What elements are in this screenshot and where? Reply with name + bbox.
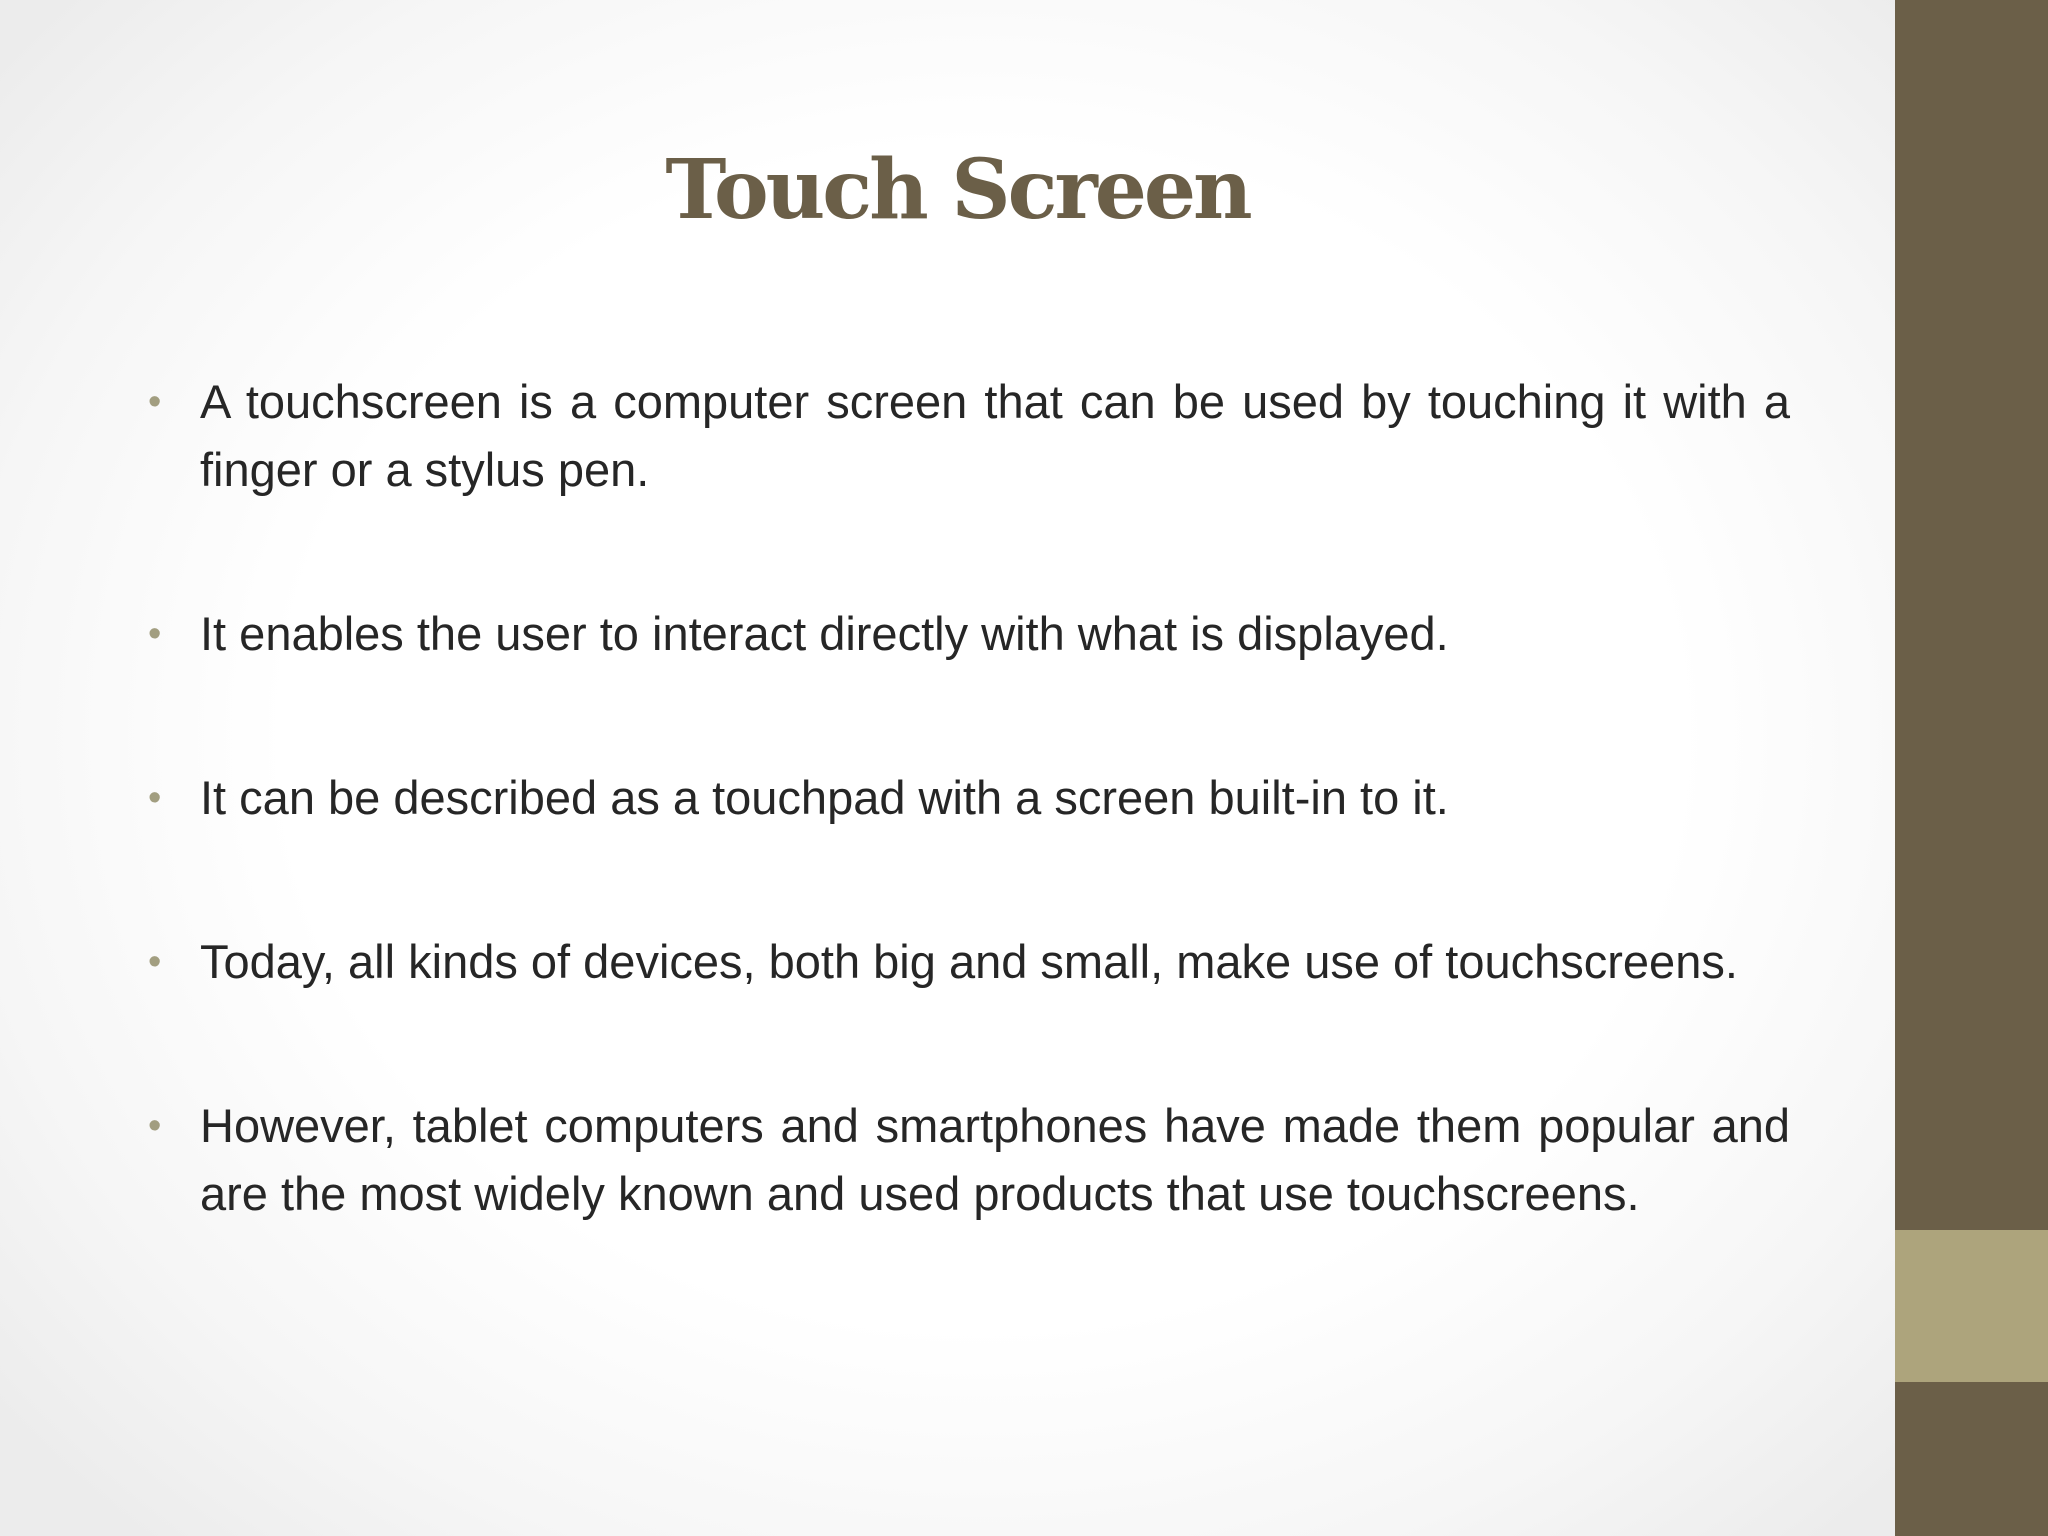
decorative-sidebar [1895, 0, 2048, 1536]
bullet-item [140, 368, 1790, 504]
bullet-list [140, 368, 1790, 1324]
bullet-text: It can be described as a touchpad with a screen built-in to it. [200, 771, 1449, 824]
bullet-item [140, 600, 1790, 668]
bullet-icon: • [148, 1105, 162, 1147]
bullet-icon: • [148, 777, 162, 819]
bullet-item [140, 764, 1790, 832]
bullet-text: A touchscreen is a computer screen that can be used by touching it with a finger or a stylus pen. [200, 375, 1790, 496]
bullet-icon: • [148, 941, 162, 983]
sidebar-accent-block [1895, 1230, 2048, 1382]
bullet-icon: • [148, 381, 162, 423]
slide-title: Touch Screen [665, 142, 1250, 238]
bullet-item [140, 928, 1790, 996]
bullet-text: Today, all kinds of devices, both big and small, make use of touchscreens. [200, 935, 1738, 988]
bullet-item [140, 1092, 1790, 1228]
bullet-text: It enables the user to interact directly with what is displayed. [200, 607, 1449, 660]
bullet-icon: • [148, 613, 162, 655]
bullet-text: However, tablet computers and smartphones have made them popular and are the most widely known and used products that use touchscreens. [200, 1099, 1790, 1220]
